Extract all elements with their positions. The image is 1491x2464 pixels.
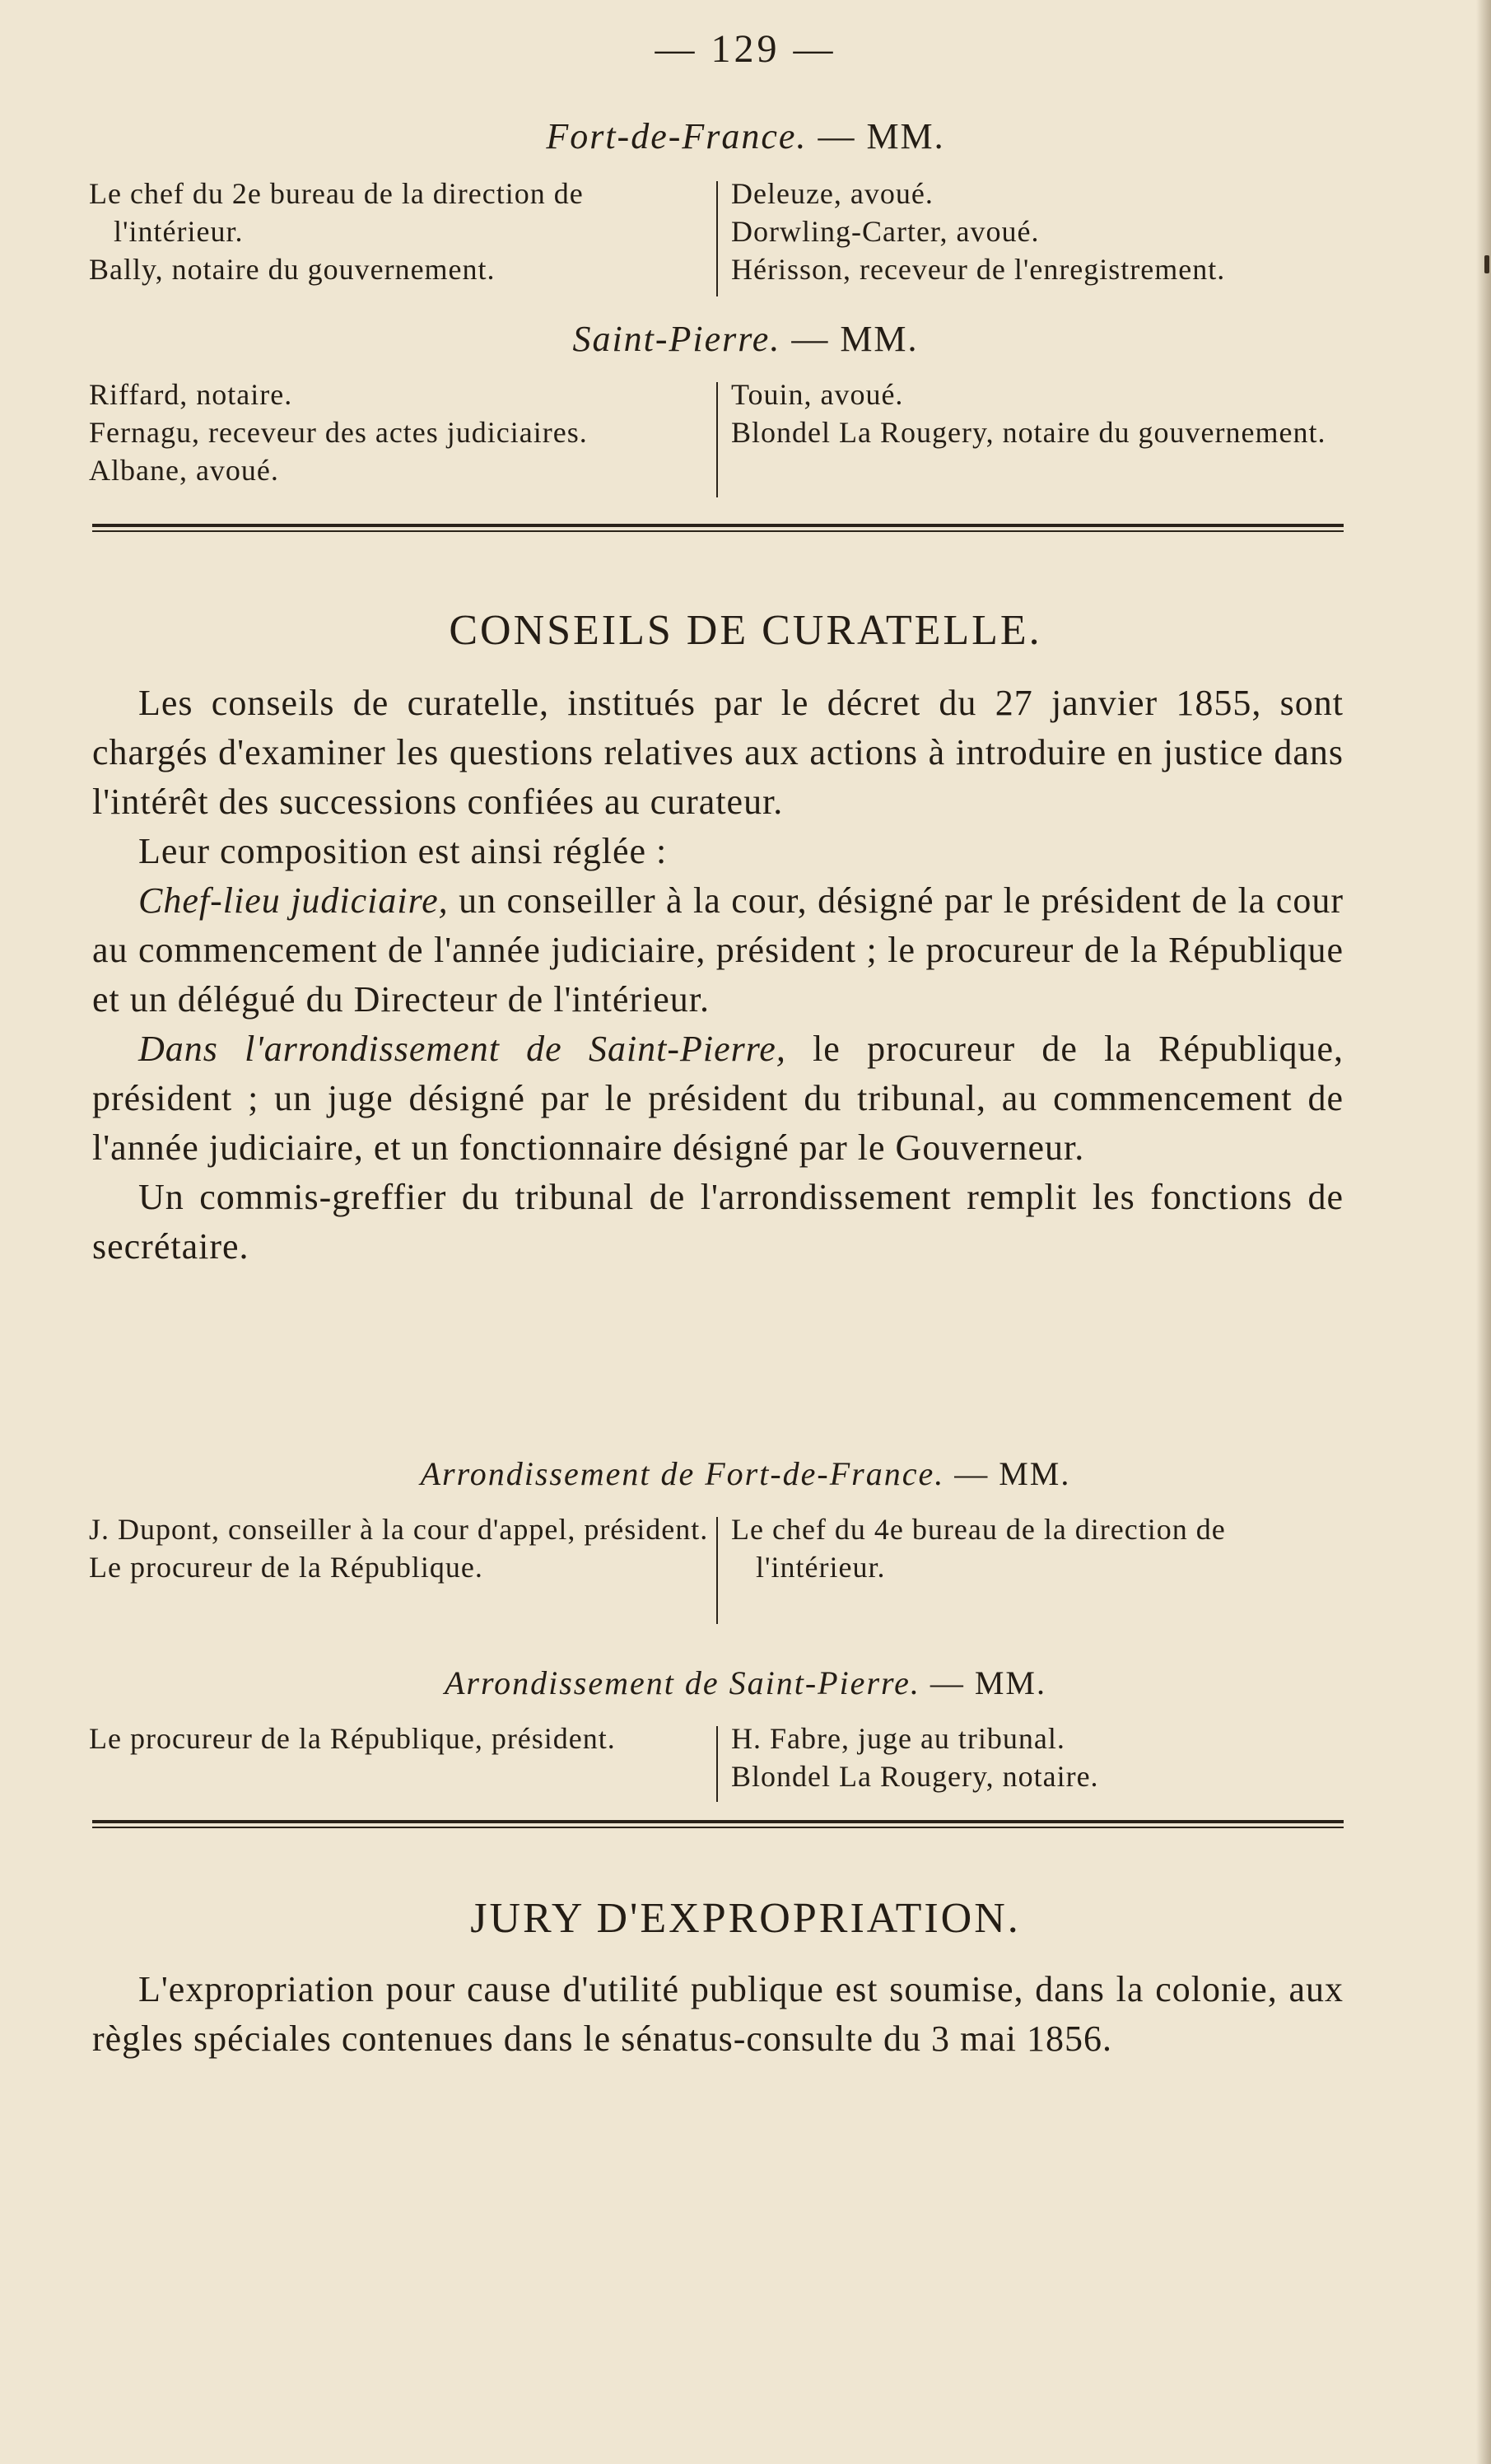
arr-fort-de-france-mm: — MM.: [954, 1455, 1071, 1492]
conseils-heading: CONSEILS DE CURATELLE.: [449, 607, 1042, 654]
list-item: Le procureur de la République.: [89, 1551, 483, 1584]
jury-body: [92, 1965, 1344, 2064]
arr-saint-pierre-name: Arrondissement de Saint-Pierre.: [445, 1664, 920, 1701]
list-item: Hérisson, receveur de l'enregistrement.: [731, 253, 1226, 286]
list-item: Deleuze, avoué.: [731, 177, 934, 210]
paragraph: Les conseils de curatelle, institués par le décret du 27 janvier 1855, sont chargés d'examiner les questions relatives aux actions à introduire en justice dans l'intérêt des successions confiées au curateur.: [92, 683, 1344, 822]
fort-de-france-left-column: [89, 175, 715, 288]
list-item: Touin, avoué.: [731, 378, 904, 411]
fort-de-france-name: Fort-de-France.: [546, 116, 808, 156]
arr-fort-de-france-title: [0, 1454, 1491, 1493]
list-item: Le procureur de la République, président.: [89, 1722, 616, 1755]
list-item: Albane, avoué.: [89, 454, 279, 487]
page-edge-mark: [1484, 255, 1489, 273]
saint-pierre-title: [0, 318, 1491, 360]
arr-saint-pierre-list: [89, 1720, 1340, 1802]
list-item: Le chef du 4e bureau de la direction de l'intérieur.: [731, 1513, 1226, 1584]
jury-heading: JURY D'EXPROPRIATION.: [470, 1895, 1021, 1942]
arr-fort-de-france-list: [89, 1510, 1340, 1617]
arr-saint-pierre-left-column: [89, 1720, 715, 1757]
arr-saint-pierre-title: [0, 1664, 1491, 1702]
list-item: Bally, notaire du gouvernement.: [89, 253, 496, 286]
list-item: Blondel La Rougery, notaire du gouvernement.: [731, 416, 1326, 449]
fort-de-france-right-column: [731, 175, 1357, 288]
saint-pierre-name: Saint-Pierre.: [572, 319, 781, 359]
arr-fort-de-france-right-column: [731, 1510, 1357, 1586]
page-number: — 129 —: [655, 27, 836, 71]
paragraph: Un commis-greffier du tribunal de l'arrondissement remplit les fonctions de secrétaire.: [92, 1177, 1344, 1267]
arr-fort-de-france-name: Arrondissement de Fort-de-France.: [420, 1455, 945, 1492]
paragraph: [92, 1024, 1344, 1173]
paragraph-rest: un conseiller à la cour, désigné par le président de la cour au commencement de l'année judiciaire, président ; le procureur de la République et un délégué du Directeur de l'intérieur.: [92, 880, 1344, 1020]
saint-pierre-mm: — MM.: [791, 319, 919, 359]
section-rule: [92, 1820, 1344, 1830]
column-divider: [716, 1517, 718, 1624]
paragraph-lead: Dans l'arrondissement de Saint-Pierre,: [138, 1029, 786, 1069]
list-item: Fernagu, receveur des actes judiciaires.: [89, 416, 588, 449]
paragraph-lead: Chef-lieu judiciaire,: [138, 880, 449, 921]
paragraph: L'expropriation pour cause d'utilité publique est soumise, dans la colonie, aux règles spéciales contenues dans le sénatus-consulte du 3 mai 1856.: [92, 1969, 1344, 2059]
list-item: H. Fabre, juge au tribunal.: [731, 1722, 1065, 1755]
fort-de-france-list: [89, 175, 1340, 298]
fort-de-france-mm: — MM.: [818, 116, 945, 156]
column-divider: [716, 382, 718, 497]
fort-de-france-title: [0, 115, 1491, 157]
saint-pierre-right-column: [731, 376, 1357, 451]
paragraph-rest: le procureur de la République, président ; un juge désigné par le président du tribunal, au commencement de l'année judiciaire, et un fonctionnaire désigné par le Gouverneur.: [92, 1029, 1344, 1168]
arr-saint-pierre-right-column: [731, 1720, 1357, 1795]
section-rule: [92, 524, 1344, 534]
list-item: Blondel La Rougery, notaire.: [731, 1760, 1099, 1793]
saint-pierre-left-column: [89, 376, 715, 489]
list-item: J. Dupont, conseiller à la cour d'appel, président.: [89, 1513, 709, 1546]
column-divider: [716, 181, 718, 296]
paragraph: [92, 876, 1344, 1024]
paragraph: Leur composition est ainsi réglée :: [138, 831, 668, 871]
saint-pierre-list: [89, 376, 1340, 499]
list-item: Dorwling-Carter, avoué.: [731, 215, 1040, 248]
arr-fort-de-france-left-column: [89, 1510, 715, 1586]
page-edge-shadow: [1476, 0, 1491, 2464]
list-item: Riffard, notaire.: [89, 378, 293, 411]
arr-saint-pierre-mm: — MM.: [930, 1664, 1046, 1701]
column-divider: [716, 1726, 718, 1802]
list-item: Le chef du 2e bureau de la direction de l'intérieur.: [89, 177, 584, 248]
conseils-body: [92, 679, 1344, 1272]
